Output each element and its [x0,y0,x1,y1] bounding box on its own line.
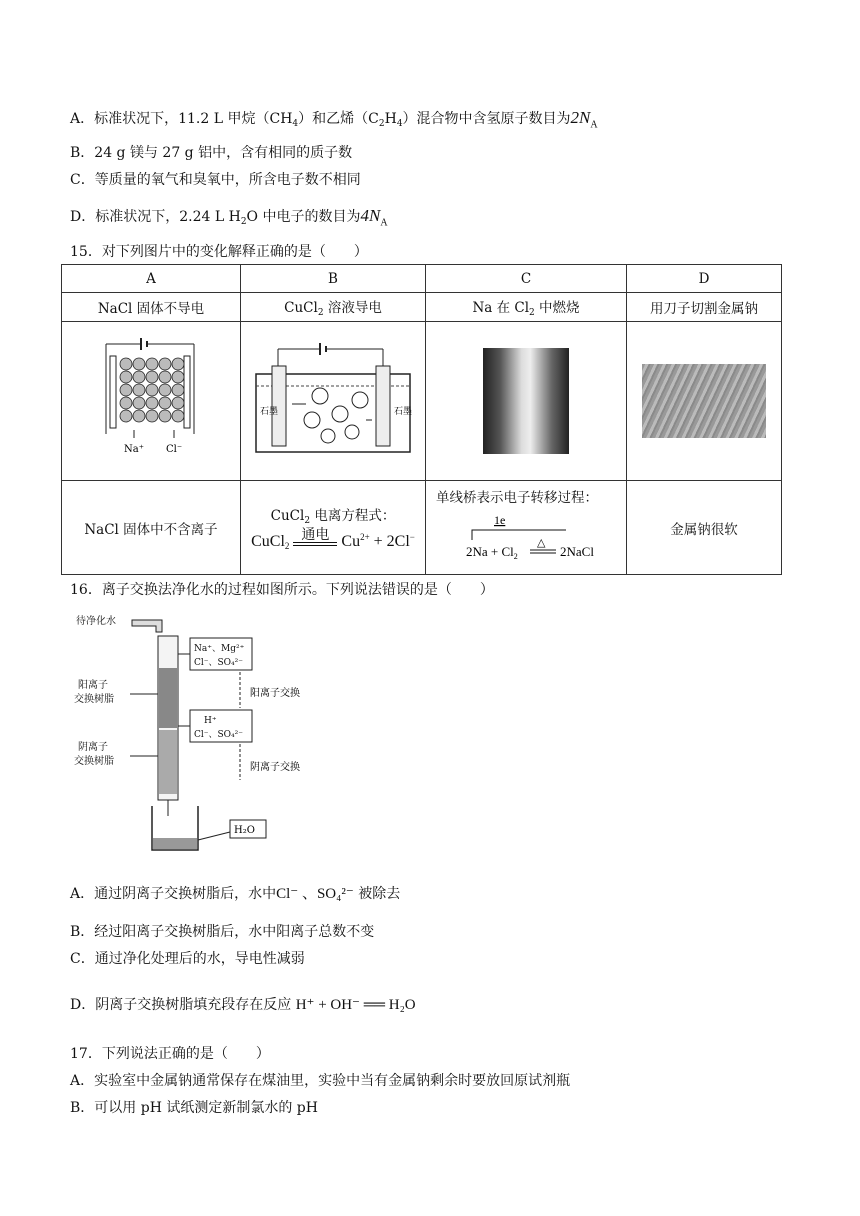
explain-c: 单线桥表示电子转移过程： 1e $2Na + Cl_2$ △ 2NaCl [426,481,627,575]
explain-d: 金属钠很软 [627,481,782,575]
na-ion-label: Na⁺ [124,444,144,455]
q16-option-a: A．通过阴离子交换树脂后，水中Cl⁻ 、SO₄²⁻ 被除去 [70,886,401,902]
figure-c-cell [426,322,627,481]
q16-option-c: C．通过净化处理后的水，导电性减弱 [70,951,305,967]
q17-stem: 17．下列说法正确的是（ ） [70,1046,270,1062]
arrow1-label: 阳离子交换 [250,688,300,699]
electrolysis-figure [248,334,418,464]
header-b: B [241,265,426,293]
q16-option-b: B．经过阳离子交换树脂后，水中阳离子总数不变 [70,924,375,940]
svg-text:2Na + Cl2: $2Na + Cl_2$ [466,543,518,561]
title-d: 用刀子切割金属钠 [627,293,782,322]
title-c: Na 在 $Cl_2$ 中燃烧 [426,293,627,322]
cl-ion-label: Cl⁻ [166,444,183,455]
q17-option-a: A．实验室中金属钠通常保存在煤油里，实验中当有金属钠剩余时要放回原试剂瓶 [70,1073,571,1089]
nacl-lattice-figure [96,334,206,464]
box2-cations: H⁺ [204,716,217,726]
sodium-burning-photo [483,348,569,454]
header-c: C [426,265,627,293]
single-line-bridge-equation [436,510,616,566]
box2-anions: Cl⁻、SO₄²⁻ [194,730,244,740]
explain-a: NaCl 固体中不含离子 [62,481,241,575]
cucl2-ionization-equation: CuCl$_2$ 通电 $Cu^{2+} + 2Cl^-$ [251,528,415,551]
q15-table [61,264,782,575]
resin1-label-line1: 阳离子 [78,680,108,691]
resin2-label-line2: 交换树脂 [74,756,114,767]
q14-option-c: C．等质量的氧气和臭氧中，所含电子数不相同 [70,172,361,188]
title-b: CuCl$_2$ 溶液导电 [241,293,426,322]
resin1-label-line2: 交换树脂 [74,694,114,705]
svg-text:1e: 1e [494,512,506,527]
q17-option-b: B．可以用 pH 试纸测定新制氯水的 pH [70,1100,318,1116]
ion-exchange-figure [70,610,350,860]
resin2-label-line1: 阴离子 [78,742,108,753]
q15-stem: 15．对下列图片中的变化解释正确的是（ ） [70,244,368,260]
svg-text:2NaCl: 2NaCl [560,543,594,559]
explain-b: CuCl$_2$ 电离方程式： CuCl$_2$ 通电 $Cu^{2+} + 2Cl^-$ [241,481,426,575]
q14-option-b: B．24 g 镁与 27 g 铝中，含有相同的质子数 [70,145,353,161]
header-d: D [627,265,782,293]
figure-b-cell [241,322,426,481]
h2o-label: H₂O [234,825,255,836]
q16-option-d: D．阴离子交换树脂填充段存在反应 H⁺ + OH⁻ ══ H₂O [70,997,416,1013]
header-a: A [62,265,241,293]
graphite-label-left: 石墨 [260,407,279,417]
box1-anions: Cl⁻、SO₄²⁻ [194,658,244,668]
svg-text:△: △ [537,535,546,549]
box1-cations: Na⁺、Mg²⁺ [194,644,245,654]
sodium-cutting-photo [642,364,766,438]
q14-option-d: D．标准状况下，2.24 L $H_2O$ 中电子的数目为$4N_A$ [70,206,388,229]
arrow2-label: 阴离子交换 [250,762,300,773]
title-a: NaCl 固体不导电 [62,293,241,322]
figure-a-cell [62,322,241,481]
figure-d-cell [627,322,782,481]
graphite-label-right: 石墨 [394,407,413,417]
water-in-label: 待净化水 [76,616,116,627]
q16-stem: 16．离子交换法净化水的过程如图所示。下列说法错误的是（ ） [70,582,494,598]
q14-option-a: A．标准状况下，11.2 L 甲烷$(CH_4)$和乙烯$(C_2H_4)$混合物中含氢原子数目为$2N_A$ [70,108,598,131]
